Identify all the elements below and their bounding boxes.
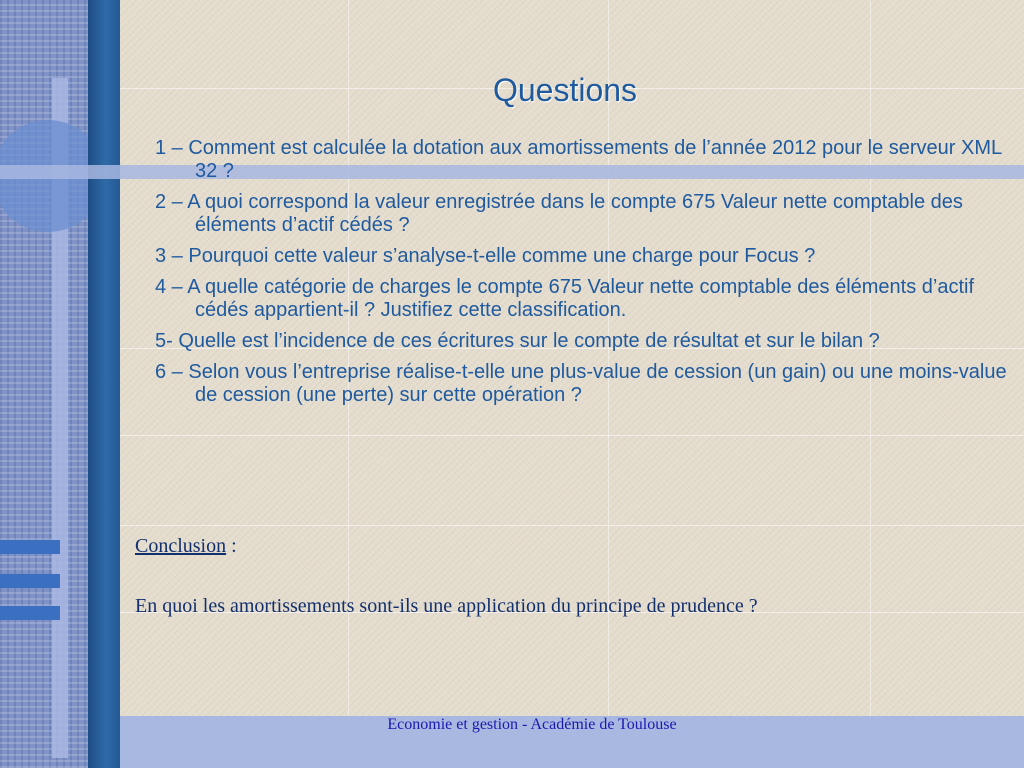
conclusion-colon: :	[226, 535, 237, 557]
decorative-dark-bar	[88, 0, 120, 768]
decorative-band	[0, 574, 60, 588]
decorative-grid-line	[120, 435, 1024, 436]
decorative-band	[0, 540, 60, 554]
question-item: 5- Quelle est l’incidence de ces écritures sur le compte de résultat et sur le bilan ?	[155, 330, 880, 352]
question-item: 6 – Selon vous l’entreprise réalise-t-elle une plus-value de cession (un gain) ou une moins-value de cession (une perte) sur cette opération ?	[155, 361, 1007, 406]
question-item: 2 – A quoi correspond la valeur enregistrée dans le compte 675 Valeur nette comptable des éléments d’actif cédés ?	[155, 191, 963, 236]
question-item: 4 – A quelle catégorie de charges le compte 675 Valeur nette comptable des éléments d’actif cédés appartient-il ? Justifiez cette classification.	[155, 276, 975, 321]
conclusion-heading	[135, 535, 237, 558]
question-item: 3 – Pourquoi cette valeur s’analyse-t-elle comme une charge pour Focus ?	[155, 245, 816, 267]
question-list	[155, 137, 1010, 415]
footer	[120, 716, 1024, 734]
decorative-band	[0, 606, 60, 620]
conclusion-label: Conclusion	[135, 535, 227, 557]
decorative-grid-line	[120, 525, 1024, 526]
left-decorative-strip	[0, 0, 88, 768]
footer-text: Economie et gestion - Académie de Toulouse	[387, 716, 677, 733]
slide-title: Questions	[492, 72, 638, 108]
conclusion-question: En quoi les amortissements sont-ils une application du principe de prudence ?	[135, 595, 758, 617]
question-item: 1 – Comment est calculée la dotation aux amortissements de l’année 2012 pour le serveur XML 32 ?	[155, 137, 1002, 182]
